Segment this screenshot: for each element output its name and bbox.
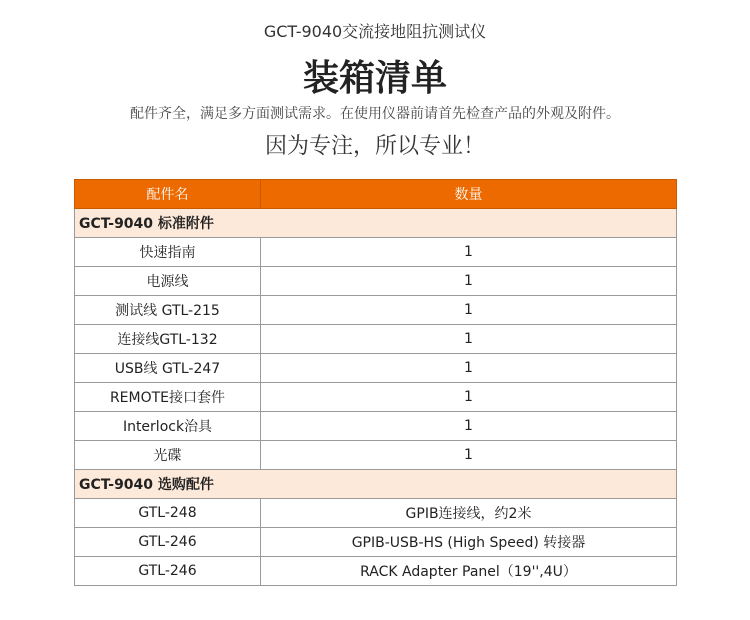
item-description: GPIB-USB-HS (High Speed) 转接器 (261, 528, 677, 557)
item-quantity: 1 (261, 412, 677, 441)
item-name: GTL-246 (75, 528, 261, 557)
product-subtitle: GCT-9040交流接地阻抗测试仪 (263, 22, 487, 41)
page-description: 配件齐全，满足多方面测试需求。在使用仪器前请首先检查产品的外观及附件。 (130, 106, 620, 122)
item-quantity: 1 (261, 383, 677, 412)
table-row (75, 354, 677, 383)
item-quantity: 1 (261, 267, 677, 296)
item-name: 快速指南 (75, 238, 261, 267)
item-name: 光碟 (75, 441, 261, 470)
table-row (75, 267, 677, 296)
item-name: GTL-246 (75, 557, 261, 586)
item-name: USB线 GTL-247 (75, 354, 261, 383)
table-row (75, 383, 677, 412)
section-title: GCT-9040 选购配件 (75, 470, 677, 499)
item-description: GPIB连接线，约2米 (261, 499, 677, 528)
table-header-row (75, 180, 677, 209)
page-title: 装箱清单 (302, 58, 447, 99)
item-name: Interlock治具 (75, 412, 261, 441)
table-row (75, 412, 677, 441)
item-quantity: 1 (261, 441, 677, 470)
column-header-name: 配件名 (75, 180, 261, 209)
table-row (75, 557, 677, 586)
item-name: GTL-248 (75, 499, 261, 528)
column-header-quantity: 数量 (261, 180, 677, 209)
item-quantity: 1 (261, 296, 677, 325)
item-quantity: 1 (261, 325, 677, 354)
item-quantity: 1 (261, 238, 677, 267)
section-title: GCT-9040 标准附件 (75, 209, 677, 238)
table-row (75, 325, 677, 354)
table-row (75, 528, 677, 557)
item-name: 电源线 (75, 267, 261, 296)
item-name: 测试线 GTL-215 (75, 296, 261, 325)
slogan: 因为专注，所以专业！ (264, 134, 485, 159)
item-quantity: 1 (261, 354, 677, 383)
table-row (75, 296, 677, 325)
table-row (75, 441, 677, 470)
section-row-optional (75, 470, 677, 499)
section-row-standard (75, 209, 677, 238)
item-name: REMOTE接口套件 (75, 383, 261, 412)
item-name: 连接线GTL-132 (75, 325, 261, 354)
item-description: RACK Adapter Panel（19'',4U） (261, 557, 677, 586)
table-row (75, 238, 677, 267)
table-row (75, 499, 677, 528)
packing-list-table (74, 179, 677, 586)
